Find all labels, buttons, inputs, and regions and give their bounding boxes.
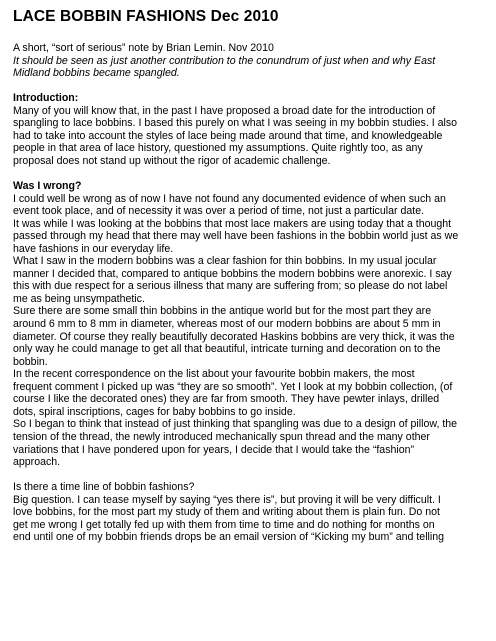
body-line: event took place, and of necessity it was over a period of time, not just a particular date. xyxy=(13,205,425,218)
body-line: tension of the thread, the newly introduced mechanically spun thread and the many other xyxy=(13,430,430,443)
spacer xyxy=(13,469,491,482)
body-line: diameter. Of course they really beautifully decorated Haskins bobbins are very thick, it was the xyxy=(13,330,455,343)
body-line: In the recent correspondence on the list about your favourite bobbin makers, the most xyxy=(13,368,415,381)
body-line: get me wrong I get totally fed up with them from time to time and do nothing for months on xyxy=(13,518,435,531)
body-line: It was while I was looking at the bobbins that most lace makers are using today that a thought xyxy=(13,217,452,230)
body-line: Big question. I can tease myself by saying “yes there is”, but proving it will be very difficult. I xyxy=(13,493,441,506)
intro-italic-line-2: Midland bobbins became spangled. xyxy=(13,67,180,80)
spacer xyxy=(13,167,491,180)
body-line: passed through my head that there may well have been fashions in the bobbin world just as we xyxy=(13,230,459,243)
body-line: people in that area of lace history, questioned my assumptions. Quite rightly too, as any xyxy=(13,142,423,155)
spacer xyxy=(13,80,491,93)
body-line: me as being unsympathetic. xyxy=(13,292,145,305)
intro-note: A short, “sort of serious” note by Brian Lemin. Nov 2010 xyxy=(13,42,274,54)
body-line: this with due respect for a serious illness that many are suffering from; so please do not label xyxy=(13,280,448,293)
body-line: only way he could manage to get all that beautiful, intricate turning and decoration on to the xyxy=(13,343,441,356)
body-line: What I saw in the modern bobbins was a clear fashion for thin bobbins. In my usual jocular xyxy=(13,255,437,268)
body-line: end until one of my bobbin friends drops be an email version of “Kicking my bum” and telling xyxy=(13,531,445,544)
body-line: had to take into account the styles of lace being made around that time, and knowledgeable xyxy=(13,129,443,142)
body-line: approach. xyxy=(13,456,61,469)
body-line: bobbin. xyxy=(13,355,48,368)
body-line: Many of you will know that, in the past I have proposed a broad date for the introduction of xyxy=(13,104,436,117)
body-line: around 6 mm to 8 mm in diameter, whereas most of our modern bobbins are about 5 mm in xyxy=(13,318,441,331)
intro-italic-line-1: It should be seen as just another contribution to the conundrum of just when and why East xyxy=(13,54,436,67)
body-line: Sure there are some small thin bobbins in the antique world but for the most part they are xyxy=(13,305,432,318)
body-line: spangling to lace bobbins. I based this purely on what I was seeing in my bobbin studies. I also xyxy=(13,117,458,130)
body-line: variations that I have pondered upon for years, I decide that I would take the “fashion” xyxy=(13,443,415,456)
section-heading-introduction: Introduction: xyxy=(13,92,79,105)
section-heading-was-i-wrong: Was I wrong? xyxy=(13,180,82,193)
body-line: I could well be wrong as of now I have not found any documented evidence of when such an xyxy=(13,192,446,205)
body-line: have fashions in our everyday life. xyxy=(13,242,174,255)
document-title: LACE BOBBIN FASHIONS Dec 2010 xyxy=(13,8,279,25)
body-line: frequent comment I picked up was “they are so smooth”. Yet I look at my bobbin collection, (of xyxy=(13,380,453,393)
body-line: course I like the decorated ones) they are far from smooth. They have pewter inlays, drilled xyxy=(13,393,440,406)
section-heading-time-line: Is there a time line of bobbin fashions? xyxy=(13,481,195,494)
body-line: So I began to think that instead of just thinking that spangling was due to a design of pillow, the xyxy=(13,418,458,431)
body-line: dots, spiral inscriptions, cages for baby bobbins to go inside. xyxy=(13,405,296,418)
document-page xyxy=(13,8,491,544)
body-line: proposal does not stand up without the rigor of academic challenge. xyxy=(13,154,331,167)
body-line: love bobbins, for the most part my study of them and writing about them is plain fun. Do not xyxy=(13,506,440,519)
body-line: manner I decided that, compared to antique bobbins the modern bobbins were anorexic. I say xyxy=(13,267,452,280)
